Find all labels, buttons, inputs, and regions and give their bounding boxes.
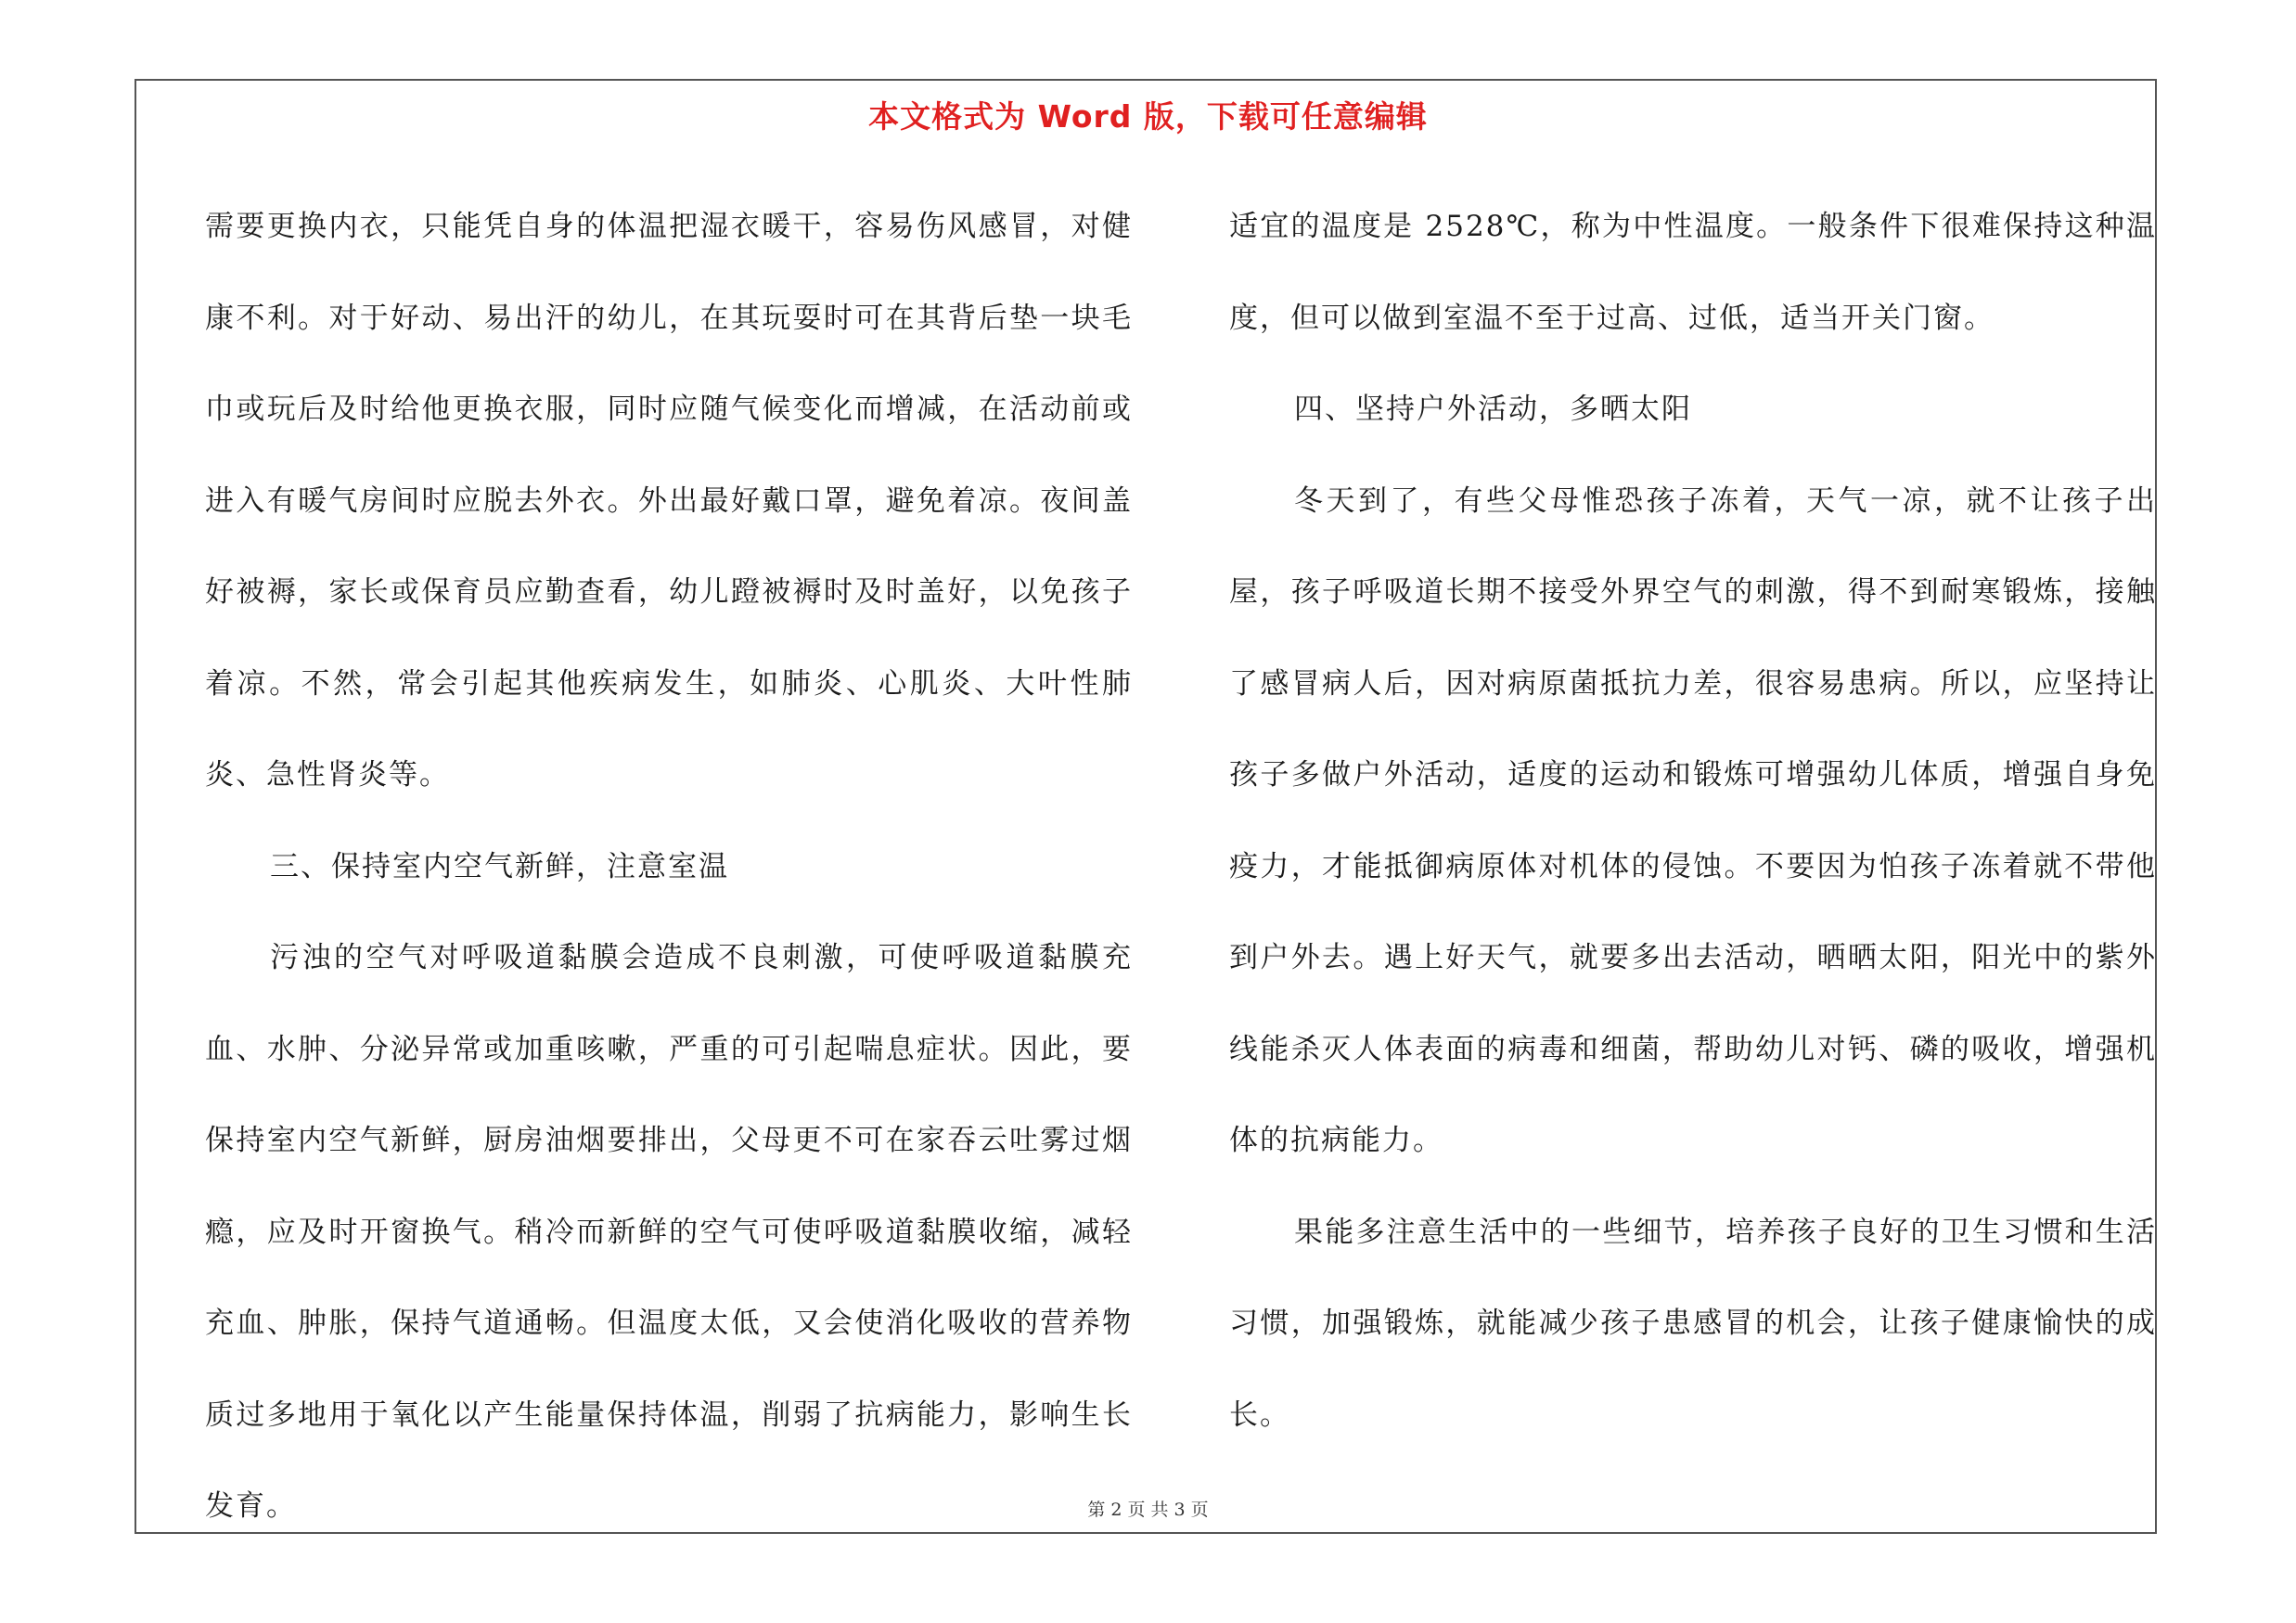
section-heading: 四、坚持户外活动，多晒太阳 (1294, 393, 1692, 426)
left-column (205, 181, 1133, 1552)
page-number-footer: 第 2 页 共 3 页 (1087, 1500, 1209, 1520)
section-heading: 三、保持室内空气新鲜，注意室温 (270, 849, 729, 883)
paragraph: 适宜的温度是 2528℃，称为中性温度。一般条件下很难保持这种温度，但可以做到室温不至于过高、过低，适当开关门窗。 (1229, 210, 2157, 335)
format-banner: 本文格式为 Word 版，下载可任意编辑 (868, 98, 1428, 135)
right-column (1229, 181, 2157, 1461)
paragraph: 冬天到了，有些父母惟恐孩子冻着，天气一凉，就不让孩子出屋，孩子呼吸道长期不接受外界空气的刺激，得不到耐寒锻炼，接触了感冒病人后，因对病原菌抵抗力差，很容易患病。所以，应坚持让孩子多做户外活动，适度的运动和锻炼可增强幼儿体质，增强自身免疫力，才能抵御病原体对机体的侵蚀。不要因为怕孩子冻着就不带他到户外去。遇上好天气，就要多出去活动，晒晒太阳，阳光中的紫外线能杀灭人体表面的病毒和细菌，帮助幼儿对钙、磷的吸收，增强机体的抗病能力。 (1229, 483, 2157, 1157)
paragraph: 污浊的空气对呼吸道黏膜会造成不良刺激，可使呼吸道黏膜充血、水肿、分泌异常或加重咳嗽，严重的可引起喘息症状。因此，要保持室内空气新鲜，厨房油烟要排出，父母更不可在家吞云吐雾过烟瘾，应及时开窗换气。稍冷而新鲜的空气可使呼吸道黏膜收缩，减轻充血、肿胀，保持气道通畅。但温度太低，又会使消化吸收的营养物质过多地用于氧化以产生能量保持体温，削弱了抗病能力，影响生长发育。 (205, 941, 1133, 1523)
paragraph: 果能多注意生活中的一些细节，培养孩子良好的卫生习惯和生活习惯，加强锻炼，就能减少孩子患感冒的机会，让孩子健康愉快的成长。 (1229, 1215, 2157, 1432)
paragraph: 需要更换内衣，只能凭自身的体温把湿衣暖干，容易伤风感冒，对健康不利。对于好动、易出汗的幼儿，在其玩耍时可在其背后垫一块毛巾或玩后及时给他更换衣服，同时应随气候变化而增减，在活动前或进入有暖气房间时应脱去外衣。外出最好戴口罩，避免着凉。夜间盖好被褥，家长或保育员应勤查看，幼儿蹬被褥时及时盖好，以免孩子着凉。不然，常会引起其他疾病发生，如肺炎、心肌炎、大叶性肺炎、急性肾炎等。 (205, 210, 1133, 792)
